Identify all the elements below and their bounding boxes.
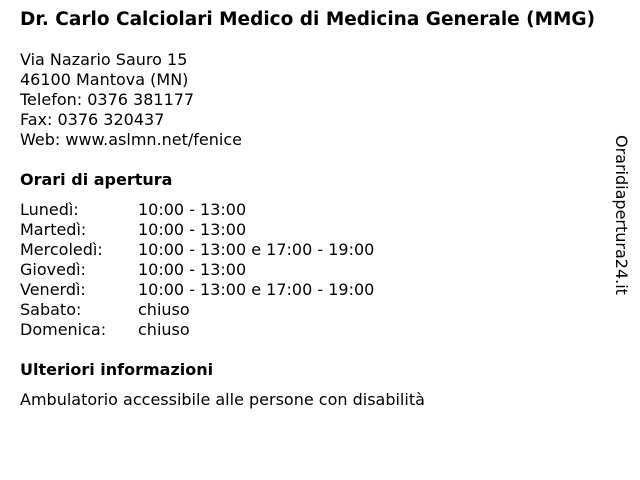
time-value: chiuso (138, 300, 190, 319)
address-block (20, 50, 610, 150)
hours-row-sunday (20, 320, 610, 340)
more-info-text: Ambulatorio accessibile alle persone con disabilità (20, 390, 425, 409)
hours-row-wednesday (20, 240, 610, 260)
time-value: 10:00 - 13:00 e 17:00 - 19:00 (138, 280, 375, 299)
site-watermark: Oraridiapertura24.it (612, 135, 631, 295)
fax-number: Fax: 0376 320437 (20, 110, 165, 129)
day-label: Martedì: (20, 220, 87, 239)
hours-row-monday (20, 200, 610, 220)
day-label: Mercoledì: (20, 240, 103, 259)
hours-row-saturday (20, 300, 610, 320)
business-card (20, 10, 610, 410)
more-info-heading: Ulteriori informazioni (20, 360, 214, 379)
opening-hours-heading: Orari di apertura (20, 170, 173, 189)
time-value: 10:00 - 13:00 (138, 220, 247, 239)
time-value: 10:00 - 13:00 (138, 200, 247, 219)
time-value: 10:00 - 13:00 e 17:00 - 19:00 (138, 240, 375, 259)
street-address: Via Nazario Sauro 15 (20, 50, 188, 69)
website-link[interactable]: Web: www.aslmn.net/fenice (20, 130, 242, 149)
city-address: 46100 Mantova (MN) (20, 70, 189, 89)
day-label: Lunedì: (20, 200, 79, 219)
day-label: Domenica: (20, 320, 107, 339)
day-label: Giovedì: (20, 260, 86, 279)
time-value: chiuso (138, 320, 190, 339)
hours-row-thursday (20, 260, 610, 280)
opening-hours-table (20, 200, 610, 340)
page-title: Dr. Carlo Calciolari Medico di Medicina Generale (MMG) (20, 9, 596, 30)
day-label: Sabato: (20, 300, 82, 319)
phone-number: Telefon: 0376 381177 (20, 90, 195, 109)
time-value: 10:00 - 13:00 (138, 260, 247, 279)
hours-row-tuesday (20, 220, 610, 240)
day-label: Venerdì: (20, 280, 86, 299)
hours-row-friday (20, 280, 610, 300)
